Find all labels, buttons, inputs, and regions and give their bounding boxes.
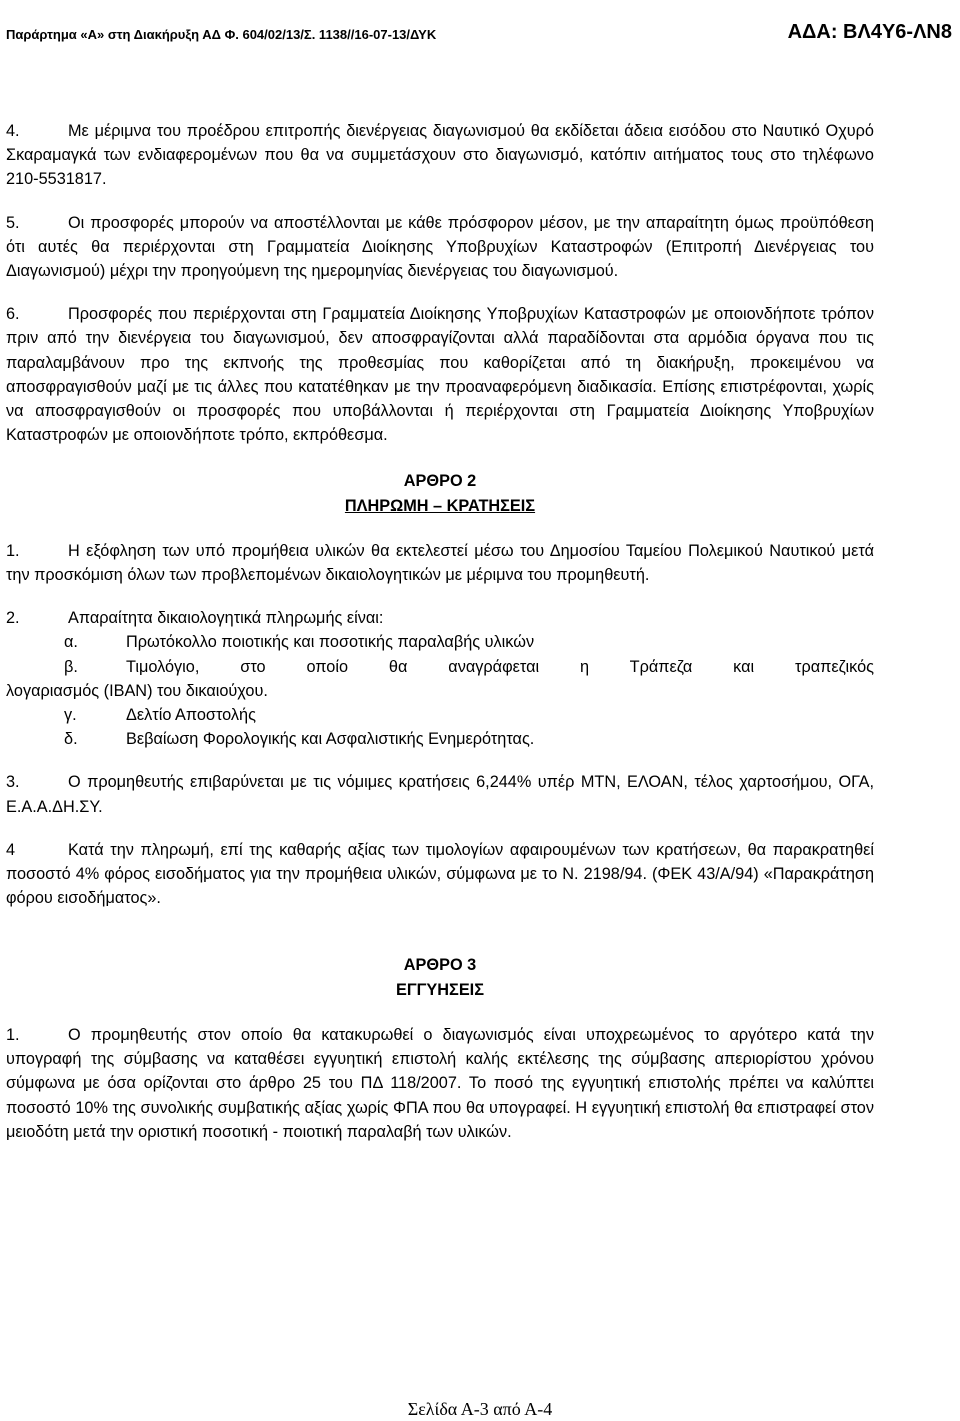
paragraph-text: Απαραίτητα δικαιολογητικά πληρωμής είναι: bbox=[68, 609, 384, 628]
list-item-continuation: λογαριασμός (IBAN) του δικαιούχου. bbox=[6, 681, 268, 700]
list-item-label: δ. bbox=[64, 730, 78, 749]
article-2-paragraph-4 bbox=[6, 838, 874, 911]
paragraph-text: Κατά την πληρωμή, επί της καθαρής αξίας των τιμολογίων αφαιρουμένων των κρατήσεων, θα παρακρατηθεί ποσοστό 4% φόρος εισοδήματος για την προμήθεια υλικών, σύμφωνα με το Ν. 2198/94. (ΦΕΚ 43/Α/94) «Παρακράτηση φόρου εισοδήματος». bbox=[6, 840, 874, 908]
list-item-label: β. bbox=[64, 657, 78, 676]
article-2-heading bbox=[6, 469, 874, 517]
article-3-heading bbox=[6, 953, 874, 1001]
article-2-paragraph-3 bbox=[6, 770, 874, 818]
page-number: Σελίδα Α-3 από Α-4 bbox=[407, 1399, 553, 1419]
paragraph-number: 4 bbox=[6, 840, 16, 859]
paragraph-number: 1. bbox=[6, 541, 20, 560]
list-item-text: Βεβαίωση Φορολογικής και Ασφαλιστικής Ενημερότητας. bbox=[126, 730, 535, 749]
article-subtitle: ΠΛΗΡΩΜΗ – ΚΡΑΤΗΣΕΙΣ bbox=[344, 496, 536, 515]
paragraph-number: 4. bbox=[6, 122, 20, 140]
paragraph-number: 6. bbox=[6, 305, 20, 324]
list-item-text: Δελτίο Αποστολής bbox=[126, 706, 256, 725]
article-2-paragraph-2 bbox=[6, 606, 874, 751]
paragraph-number: 5. bbox=[6, 213, 20, 232]
paragraph-text: Ο προμηθευτής στον οποίο θα κατακυρωθεί ο διαγωνισμός είναι υποχρεωμένος το αργότερο κατά την υπογραφή της σύμβασης να καταθέσει εγγυητική επιστολή καλής εκτέλεσης της σύμβασης απεριορίστου χρόνου σύμφωνα με όσα ορίζονται στο άρθρο 25 του ΠΔ 118/2007. Το ποσό της εγγυητική επιστολής πρέπει να καλύπτει ποσοστό 10% της συνολικής συμβατικής αξίας χωρίς ΦΠΑ που θα υπογραφεί. Η εγγυητική επιστολή θα επιστραφεί στον μειοδότη μετά την οριστική ποσοτική - ποιοτική παραλαβή των υλικών. bbox=[6, 1025, 874, 1141]
paragraph-number: 2. bbox=[6, 609, 20, 628]
paragraph-text: Προσφορές που περιέρχονται στη Γραμματεία Διοίκησης Υποβρυχίων Καταστροφών με οποιονδήποτε τρόπον πριν από την διενέργεια του διαγωνισμού, δεν αποσφραγίζονται αλλά παραδίδονται στα αρμόδια όργανα που τις παραλαμβάνουν προ της εκπνοής της προθεσμίας που καθορίζεται από τη διακήρυξη, προκειμένου να αποσφραγισθούν μαζί με τις άλλες που κατατέθηκαν με την προαναφερόμενη διαδικασία. Επίσης επιστρέφονται, χωρίς να αποσφραγισθούν οι προσφορές που υποβάλλονται ή περιέρχονται στη Γραμματεία Διοίκησης Υποβρυχίων Καταστροφών με οποιονδήποτε τρόπο, εκπρόθεσμα. bbox=[6, 305, 874, 445]
paragraph-number: 3. bbox=[6, 773, 20, 792]
document-body bbox=[6, 119, 874, 1163]
article-subtitle: ΕΓΓΥΗΣΕΙΣ bbox=[396, 980, 484, 999]
list-item bbox=[6, 630, 874, 654]
list-item bbox=[6, 655, 874, 679]
paragraph-text: Οι προσφορές μπορούν να αποστέλλονται με κάθε πρόσφορον μέσον, με την απαραίτητη όμως προϋπόθεση ότι αυτές θα περιέρχονται στη Γραμματεία Διοίκησης Υποβρυχίων Καταστροφών (Επιτροπή Διενέργειας του Διαγωνισμού) μέχρι την προηγούμενη της ημερομηνίας διενέργειας του διαγωνισμού. bbox=[6, 213, 874, 281]
list-item bbox=[6, 727, 874, 751]
paragraph-number: 1. bbox=[6, 1025, 20, 1044]
list-item-text: Τιμολόγιο, στο οποίο θα αναγράφεται η Τράπεζα και τραπεζικός bbox=[126, 657, 874, 676]
list-item-label: α. bbox=[64, 633, 78, 652]
document-reference: Παράρτημα «Α» στη Διακήρυξη ΑΔ Φ. 604/02/13/Σ. 1138//16-07-13/ΔΥΚ bbox=[6, 27, 437, 42]
paragraph-5 bbox=[6, 211, 874, 284]
paragraph-text: Η εξόφληση των υπό προμήθεια υλικών θα εκτελεστεί μέσω του Δημοσίου Ταμείου Πολεμικού Ναυτικού μετά την προσκόμιση όλων των προβλεπομένων δικαιολογητικών με μέριμνα του προμηθευτή. bbox=[6, 541, 874, 585]
paragraph-text: Ο προμηθευτής επιβαρύνεται με τις νόμιμες κρατήσεις 6,244% υπέρ ΜΤΝ, ΕΛΟΑΝ, τέλος χαρτοσήμου, ΟΓΑ, Ε.Α.Α.ΔΗ.ΣΥ. bbox=[6, 773, 874, 816]
list-intro bbox=[6, 606, 874, 630]
article-title: ΑΡΘΡΟ 2 bbox=[403, 472, 477, 491]
paragraph-4 bbox=[6, 119, 874, 192]
list-item-label: γ. bbox=[64, 706, 77, 725]
paragraph-6 bbox=[6, 302, 874, 447]
list-item bbox=[6, 703, 874, 727]
paragraph-text: Με μέριμνα του προέδρου επιτροπής διενέργειας διαγωνισμού θα εκδίδεται άδεια εισόδου στο Ναυτικό Οχυρό Σκαραμαγκά των ενδιαφερομένων που θα να συμμετάσχουν στο διαγωνισμό, κατόπιν αιτήματος τους στο τηλέφωνο 210-5531817. bbox=[6, 122, 874, 189]
article-title: ΑΡΘΡΟ 3 bbox=[403, 956, 477, 975]
list-item-text: Πρωτόκολλο ποιοτικής και ποσοτικής παραλαβής υλικών bbox=[126, 633, 535, 652]
ada-code: ΑΔΑ: ΒΛ4Υ6-ΛΝ8 bbox=[787, 21, 952, 43]
article-2-paragraph-1 bbox=[6, 539, 874, 587]
article-3-paragraph-1 bbox=[6, 1023, 874, 1144]
